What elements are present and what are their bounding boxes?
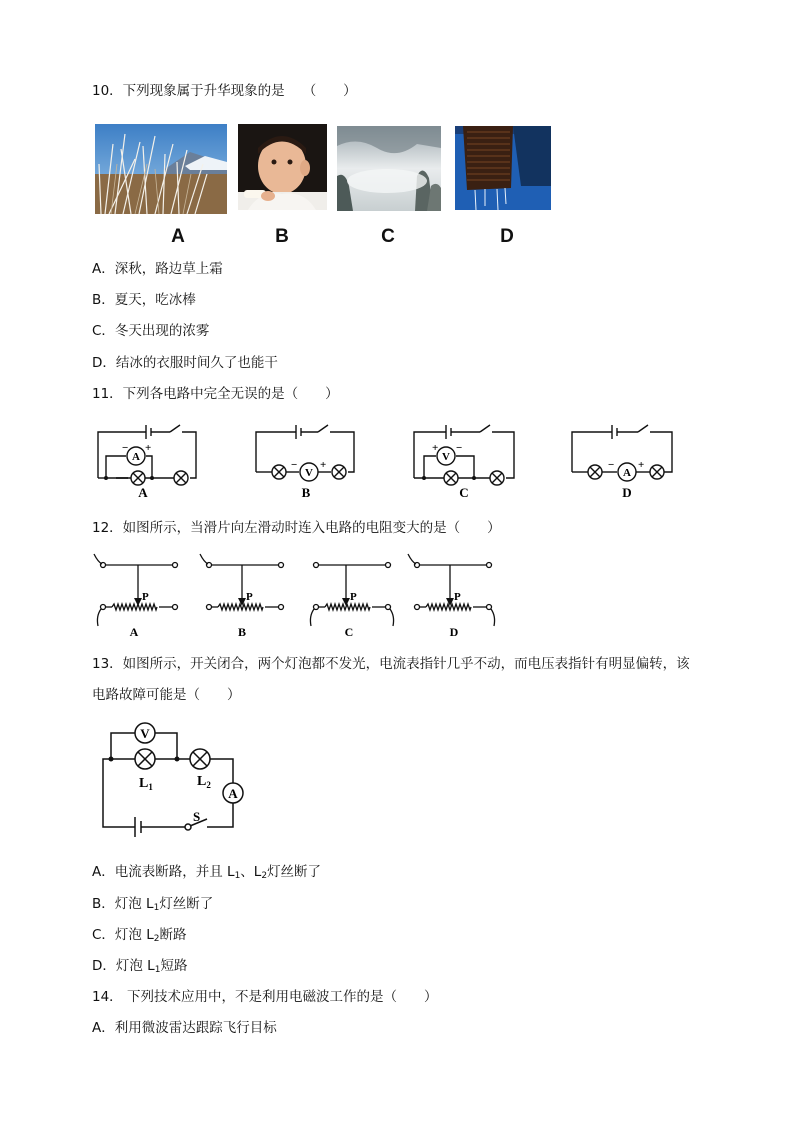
q11-b-voltmeter-symbol: V	[305, 467, 313, 479]
q13-stem-line2: 电路故障可能是（ ）	[92, 687, 241, 703]
q12-a-slider: P	[142, 591, 149, 603]
q11-c-voltmeter-symbol: V	[442, 451, 450, 463]
q11-circuit-b	[250, 420, 362, 502]
q11-circuit-d	[566, 420, 678, 502]
q11-a-ammeter-symbol: A	[132, 451, 140, 463]
q11-d-plus: +	[638, 459, 645, 471]
q13-option-d: D．灯泡 $L_1$短路	[92, 958, 188, 975]
q12-label-a: A	[129, 625, 139, 639]
q10-stem: 10．下列现象属于升华现象的是 （ ）	[92, 83, 357, 99]
q13-option-b: B．灯泡 $L_1$灯丝断了	[92, 896, 214, 913]
q12-label-b: B	[237, 625, 247, 639]
q11-c-plus: +	[432, 442, 439, 454]
q12-label-d: D	[449, 625, 459, 639]
q12-c-slider: P	[350, 591, 357, 603]
q11-a-plus: +	[145, 442, 152, 454]
q10-option-c: C．冬天出现的浓雾	[92, 323, 210, 339]
q11-c-minus: −	[456, 442, 463, 454]
q11-stem: 11．下列各电路中完全无误的是（ ）	[92, 386, 339, 402]
photo-c-fog	[337, 126, 441, 211]
q11-label-d: D	[622, 485, 632, 500]
q12-d-slider: P	[454, 591, 461, 603]
q13-switch-label: S	[193, 809, 201, 824]
q13-option-c: C．灯泡 $L_2$断路	[92, 927, 187, 944]
q11-b-plus: +	[320, 459, 327, 471]
q11-circuit-c	[408, 420, 520, 502]
q11-label-a: A	[138, 485, 148, 500]
q12-rheostat-c	[303, 550, 403, 640]
q11-circuit-a	[92, 420, 204, 502]
q12-b-slider: P	[246, 591, 253, 603]
q12-rheostat-d	[404, 550, 504, 640]
q13-l2-letter: L	[197, 774, 207, 789]
q14-stem: 14． 下列技术应用中，不是利用电磁波工作的是（ ）	[92, 989, 438, 1005]
q13-l2-sub: 2	[206, 780, 211, 790]
q10-label-c: C	[381, 226, 395, 247]
q13-ammeter-symbol: A	[228, 786, 238, 801]
svg-text:L1	[139, 776, 153, 792]
q10-label-a: A	[171, 226, 185, 247]
q10-label-d: D	[500, 226, 514, 247]
q13-l1-sub: 1	[148, 782, 153, 792]
q11-d-ammeter-symbol: A	[623, 467, 631, 479]
q10-option-b: B．夏天，吃冰棒	[92, 292, 196, 308]
q12-label-c: C	[344, 625, 354, 639]
q11-d-minus: −	[608, 459, 615, 471]
q10-option-d: D．结冰的衣服时间久了也能干	[92, 355, 278, 371]
q13-option-a: A．电流表断路，并且 $L_1$、$L_2$灯丝断了	[92, 864, 322, 881]
q11-b-minus: −	[291, 459, 298, 471]
q13-voltmeter-symbol: V	[140, 726, 150, 741]
q12-rheostat-b	[196, 550, 296, 640]
q11-label-b: B	[301, 485, 311, 500]
photo-d-frozen-clothes	[455, 126, 551, 210]
q10-option-a: A．深秋，路边草上霜	[92, 261, 223, 277]
q13-circuit	[95, 715, 255, 847]
q11-a-minus: −	[122, 442, 129, 454]
q10-label-b: B	[275, 226, 289, 247]
q14-option-a: A．利用微波雷达跟踪飞行目标	[92, 1020, 277, 1036]
q12-stem: 12．如图所示，当滑片向左滑动时连入电路的电阻变大的是（ ）	[92, 520, 501, 536]
q13-stem-line1: 13．如图所示，开关闭合，两个灯泡都不发光，电流表指针几乎不动，而电压表指针有明显偏转，该	[92, 656, 690, 672]
photo-b-child-icepop	[238, 124, 327, 210]
q11-label-c: C	[459, 485, 469, 500]
q12-rheostat-a	[90, 550, 190, 640]
q13-l1-letter: L	[139, 776, 149, 791]
photo-a-frost-grass	[95, 124, 227, 214]
svg-text:L2	[197, 774, 211, 790]
